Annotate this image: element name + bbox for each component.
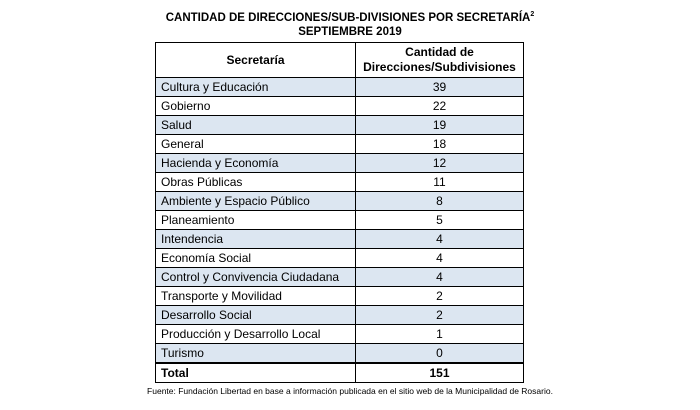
header-cantidad-line1: Cantidad de — [405, 45, 474, 59]
header-row — [156, 43, 524, 78]
table-row — [156, 268, 524, 287]
secretaria-cell: Hacienda y Economía — [156, 154, 356, 173]
header-cantidad — [356, 43, 524, 78]
secretaria-cell: Salud — [156, 116, 356, 135]
table-row — [156, 211, 524, 230]
secretaria-cell: Economía Social — [156, 249, 356, 268]
table-title — [0, 8, 700, 25]
table-row — [156, 306, 524, 325]
secretarias-table — [155, 42, 524, 383]
secretaria-cell: Obras Públicas — [156, 173, 356, 192]
cantidad-cell: 4 — [356, 268, 524, 287]
table-row — [156, 344, 524, 364]
cantidad-cell: 11 — [356, 173, 524, 192]
cantidad-cell: 0 — [356, 344, 524, 364]
cantidad-cell: 12 — [356, 154, 524, 173]
header-cantidad-line2: Direcciones/Subdivisiones — [363, 60, 516, 74]
total-row — [156, 363, 524, 383]
secretaria-cell: Producción y Desarrollo Local — [156, 325, 356, 344]
cantidad-cell: 19 — [356, 116, 524, 135]
table-subtitle: SEPTIEMBRE 2019 — [298, 26, 402, 38]
source-note: Fuente: Fundación Libertad en base a información publicada en el sitio web de la Municipalidad de Rosario. — [147, 386, 553, 396]
table-body — [156, 78, 524, 383]
cantidad-cell: 2 — [356, 287, 524, 306]
table-row — [156, 135, 524, 154]
total-label: Total — [156, 363, 356, 383]
cantidad-cell: 8 — [356, 192, 524, 211]
cantidad-cell: 2 — [356, 306, 524, 325]
secretaria-cell: Turismo — [156, 344, 356, 364]
cantidad-cell: 1 — [356, 325, 524, 344]
table-row — [156, 97, 524, 116]
total-value: 151 — [356, 363, 524, 383]
cantidad-cell: 39 — [356, 78, 524, 97]
header-secretaria: Secretaría — [156, 43, 356, 78]
table-row — [156, 325, 524, 344]
cantidad-cell: 22 — [356, 97, 524, 116]
table-row — [156, 249, 524, 268]
secretaria-cell: Gobierno — [156, 97, 356, 116]
table-row — [156, 173, 524, 192]
table-title-text: CANTIDAD DE DIRECCIONES/SUB-DIVISIONES POR SECRETARÍA — [165, 12, 531, 24]
secretaria-cell: Intendencia — [156, 230, 356, 249]
cantidad-cell: 18 — [356, 135, 524, 154]
secretaria-cell: Ambiente y Espacio Público — [156, 192, 356, 211]
secretaria-cell: Control y Convivencia Ciudadana — [156, 268, 356, 287]
secretaria-cell: Cultura y Educación — [156, 78, 356, 97]
secretaria-cell: Planeamiento — [156, 211, 356, 230]
table-row — [156, 78, 524, 97]
secretaria-cell: General — [156, 135, 356, 154]
table-row — [156, 154, 524, 173]
table-row — [156, 192, 524, 211]
secretaria-cell: Transporte y Movilidad — [156, 287, 356, 306]
cantidad-cell: 5 — [356, 211, 524, 230]
cantidad-cell: 4 — [356, 249, 524, 268]
secretaria-cell: Desarrollo Social — [156, 306, 356, 325]
table-row — [156, 287, 524, 306]
cantidad-cell: 4 — [356, 230, 524, 249]
table-row — [156, 230, 524, 249]
table-row — [156, 116, 524, 135]
footnote-mark: 2 — [530, 11, 535, 18]
